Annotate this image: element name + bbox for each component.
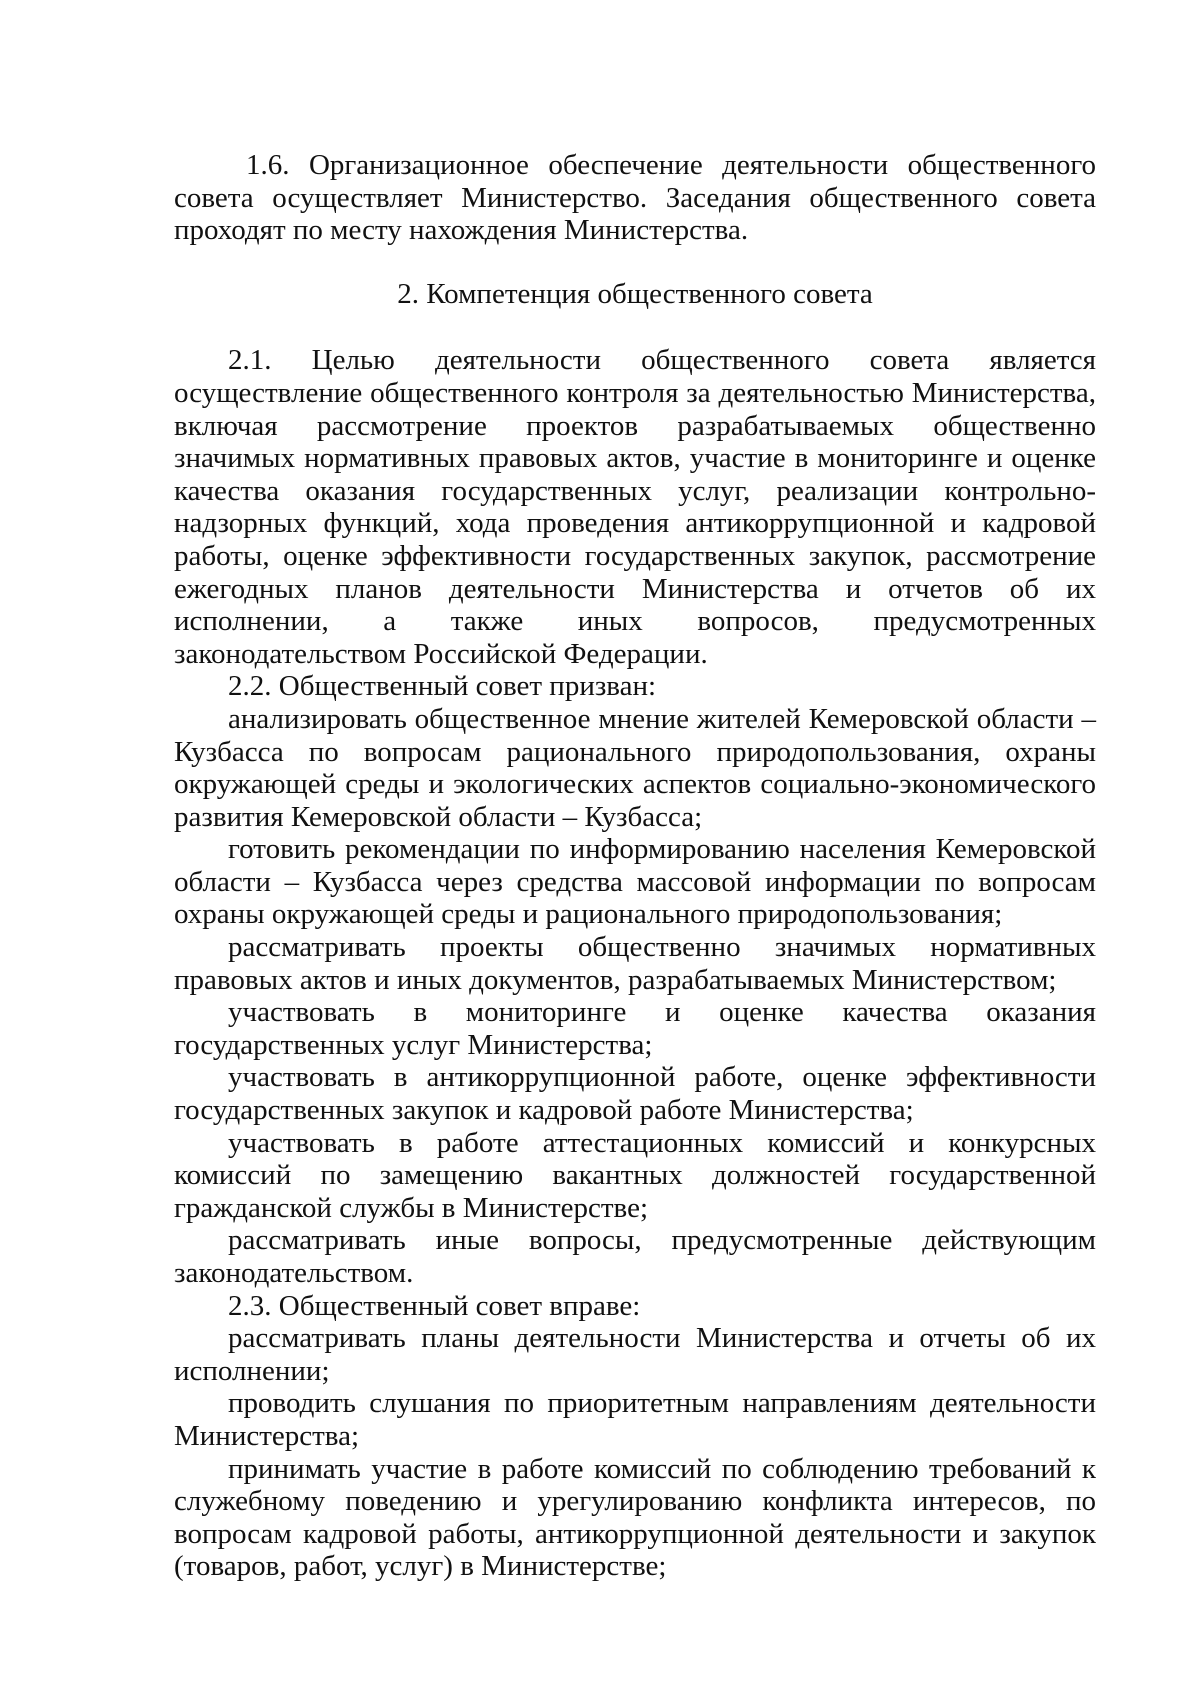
list-item-2-2-e: участвовать в антикоррупционной работе, оценке эффективности государственных закупок и кадровой работе Министерства; (174, 1061, 1096, 1127)
list-item-2-3-c: принимать участие в работе комиссий по соблюдению требований к служебному поведению и урегулированию конфликта интересов, по вопросам кадровой работы, антикоррупционной деятельности и закупок (товаров, работ, услуг) в Министерстве; (174, 1452, 1096, 1583)
list-item-2-2-f: участвовать в работе аттестационных комиссий и конкурсных комиссий по замещению вакантных должностей государственной гражданской службы в Министерстве; (174, 1126, 1096, 1224)
list-item-2-3-a: рассматривать планы деятельности Министерства и отчеты об их исполнении; (174, 1322, 1096, 1387)
list-item-2-2-a: анализировать общественное мнение жителей Кемеровской области – Кузбасса по вопросам рационального природопользования, охраны окружающей среды и экологических аспектов социально-экономического развития Кемеровской области – Кузбасса; (174, 702, 1096, 833)
list-item-2-3-b: проводить слушания по приоритетным направлениям деятельности Министерства; (174, 1387, 1096, 1452)
paragraph-2-1: 2.1. Целью деятельности общественного совета является осуществление общественного контроля за деятельностью Министерства, включая рассмотрение проектов разрабатываемых общественно значимых нормативных правовых актов, участие в мониторинге и оценке качества оказания государственных услуг, реализации контрольно-надзорных функций, хода проведения антикоррупционной и кадровой работы, оценке эффективности государственных закупок, рассмотрение ежегодных планов деятельности Министерства и отчетов об их исполнении, а также иных вопросов, предусмотренных законодательством Российской Федерации. (174, 344, 1096, 670)
list-item-2-2-d: участвовать в мониторинге и оценке качества оказания государственных услуг Министерства; (174, 996, 1096, 1061)
paragraph-2-2-intro: 2.2. Общественный совет призван: (228, 670, 657, 703)
list-item-2-2-g: рассматривать иные вопросы, предусмотренные действующим законодательством. (174, 1224, 1096, 1289)
paragraph-1-6: 1.6. Организационное обеспечение деятельности общественного совета осуществляет Министерство. Заседания общественного совета проходят по месту нахождения Министерства. (174, 149, 1096, 247)
list-item-2-2-c: рассматривать проекты общественно значимых нормативных правовых актов и иных документов, разрабатываемых Министерством; (174, 931, 1096, 996)
section-2-heading: 2. Компетенция общественного совета (397, 277, 873, 310)
document-body (174, 149, 1096, 1583)
list-item-2-2-b: готовить рекомендации по информированию населения Кемеровской области – Кузбасса через средства массовой информации по вопросам охраны окружающей среды и рационального природопользования; (174, 833, 1096, 931)
paragraph-2-3-intro: 2.3. Общественный совет вправе: (228, 1289, 641, 1322)
